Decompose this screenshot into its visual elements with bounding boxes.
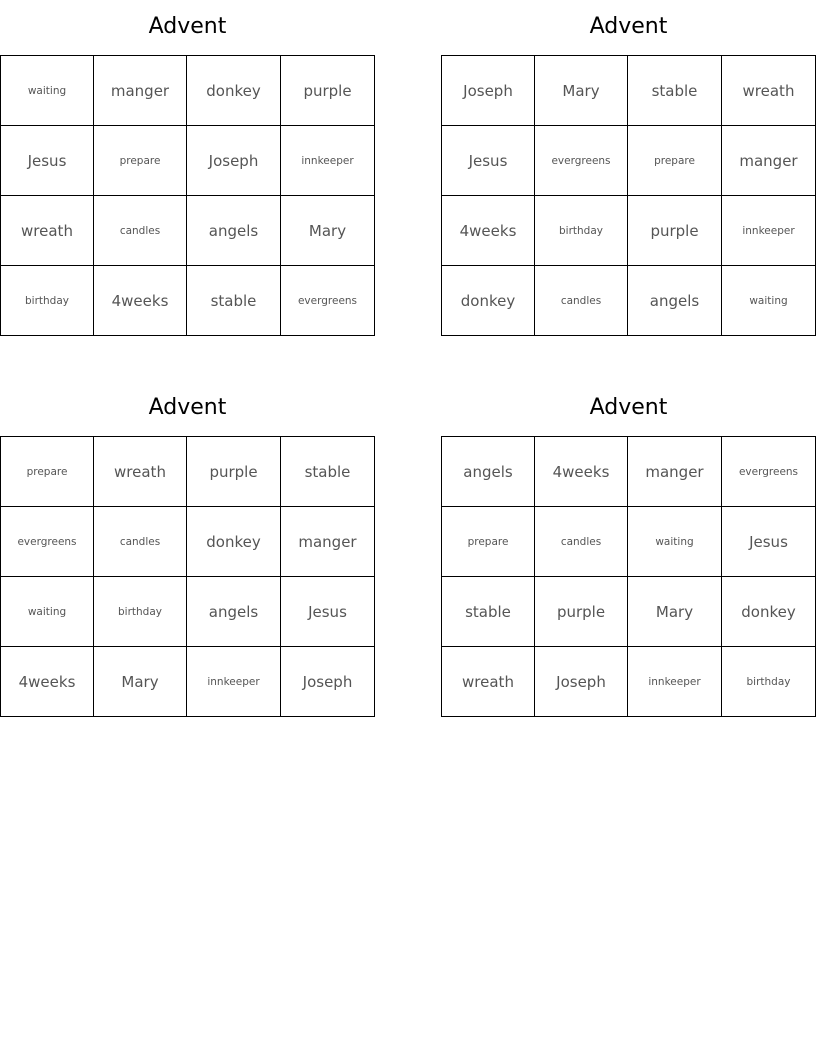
grid-cell: Mary xyxy=(628,577,722,647)
grid-cell: Jesus xyxy=(722,507,816,577)
grid-cell: innkeeper xyxy=(187,647,281,717)
grid-cell: Mary xyxy=(94,647,187,717)
grid-cell: purple xyxy=(281,56,375,126)
grid-cell: donkey xyxy=(187,56,281,126)
bingo-grid xyxy=(0,55,375,336)
grid-cell: angels xyxy=(628,266,722,336)
grid-cell: wreath xyxy=(722,56,816,126)
grid-cell: waiting xyxy=(1,577,94,647)
grid-cell: birthday xyxy=(1,266,94,336)
grid-cell: stable xyxy=(628,56,722,126)
grid-cell: innkeeper xyxy=(722,196,816,266)
grid-cell: donkey xyxy=(722,577,816,647)
grid-cell: donkey xyxy=(187,507,281,577)
grid-cell: angels xyxy=(187,577,281,647)
grid-cell: waiting xyxy=(628,507,722,577)
grid-cell: evergreens xyxy=(281,266,375,336)
grid-cell: manger xyxy=(628,437,722,507)
grid-cell: candles xyxy=(535,507,628,577)
grid-cell: angels xyxy=(187,196,281,266)
grid-cell: 4weeks xyxy=(535,437,628,507)
grid-cell: birthday xyxy=(722,647,816,717)
grid-cell: stable xyxy=(187,266,281,336)
grid-cell: birthday xyxy=(535,196,628,266)
grid-cell: innkeeper xyxy=(281,126,375,196)
grid-cell: angels xyxy=(442,437,535,507)
grid-cell: Jesus xyxy=(281,577,375,647)
grid-cell: prepare xyxy=(1,437,94,507)
grid-cell: 4weeks xyxy=(94,266,187,336)
card-title: Advent xyxy=(589,395,668,420)
grid-cell: evergreens xyxy=(1,507,94,577)
grid-cell: 4weeks xyxy=(1,647,94,717)
grid-cell: Mary xyxy=(535,56,628,126)
grid-cell: manger xyxy=(281,507,375,577)
grid-cell: purple xyxy=(535,577,628,647)
grid-cell: waiting xyxy=(1,56,94,126)
bingo-grid xyxy=(441,436,816,717)
grid-cell: evergreens xyxy=(535,126,628,196)
grid-cell: prepare xyxy=(94,126,187,196)
grid-cell: manger xyxy=(94,56,187,126)
grid-cell: wreath xyxy=(1,196,94,266)
grid-cell: candles xyxy=(94,196,187,266)
card-title: Advent xyxy=(148,14,227,39)
card-title: Advent xyxy=(148,395,227,420)
grid-cell: wreath xyxy=(442,647,535,717)
grid-cell: Jesus xyxy=(1,126,94,196)
grid-cell: purple xyxy=(628,196,722,266)
grid-cell: stable xyxy=(281,437,375,507)
grid-cell: 4weeks xyxy=(442,196,535,266)
grid-cell: donkey xyxy=(442,266,535,336)
grid-cell: Joseph xyxy=(281,647,375,717)
grid-cell: Joseph xyxy=(442,56,535,126)
grid-cell: candles xyxy=(535,266,628,336)
grid-cell: waiting xyxy=(722,266,816,336)
grid-cell: manger xyxy=(722,126,816,196)
grid-cell: Jesus xyxy=(442,126,535,196)
grid-cell: stable xyxy=(442,577,535,647)
card-title: Advent xyxy=(589,14,668,39)
bingo-grid xyxy=(441,55,816,336)
grid-cell: Joseph xyxy=(187,126,281,196)
bingo-grid xyxy=(0,436,375,717)
grid-cell: purple xyxy=(187,437,281,507)
grid-cell: prepare xyxy=(628,126,722,196)
grid-cell: Mary xyxy=(281,196,375,266)
grid-cell: Joseph xyxy=(535,647,628,717)
grid-cell: evergreens xyxy=(722,437,816,507)
grid-cell: wreath xyxy=(94,437,187,507)
grid-cell: candles xyxy=(94,507,187,577)
grid-cell: birthday xyxy=(94,577,187,647)
grid-cell: prepare xyxy=(442,507,535,577)
grid-cell: innkeeper xyxy=(628,647,722,717)
